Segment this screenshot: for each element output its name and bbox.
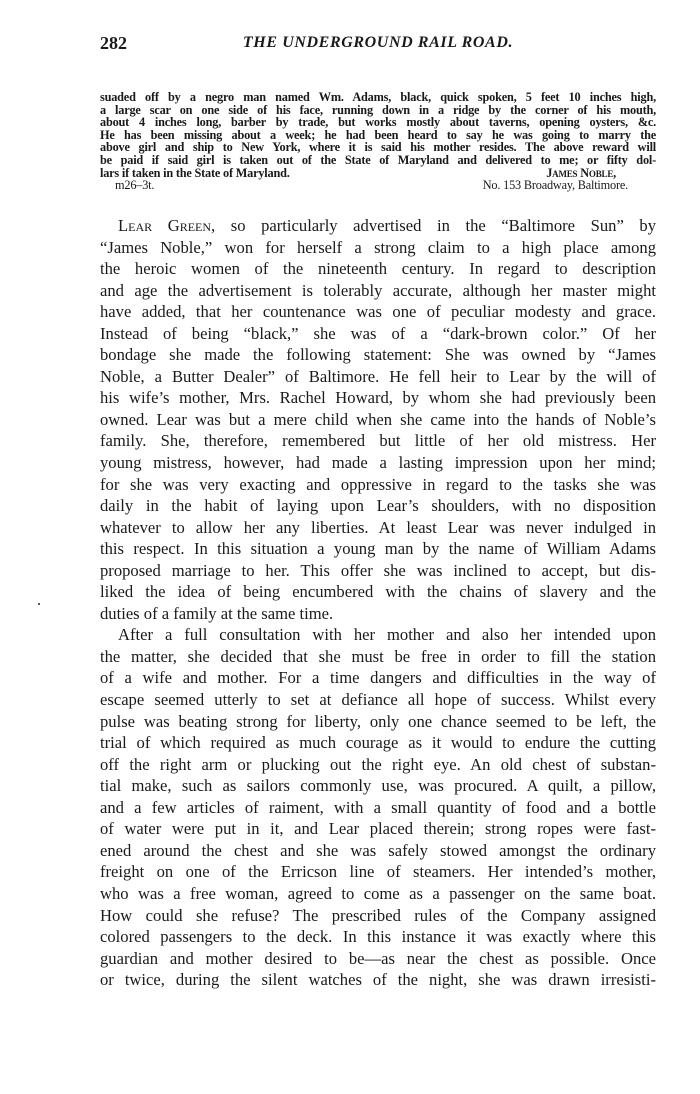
advertisement-footer-row (100, 179, 656, 192)
body-line-text: the heroic women of the nineteenth century. In regard to description (100, 259, 656, 279)
body-line (100, 452, 656, 474)
body-line (100, 775, 656, 797)
body-line (100, 754, 656, 776)
body-line (100, 905, 656, 927)
body-line (100, 237, 656, 259)
body-line (100, 883, 656, 905)
body-line-text: daily in the habit of laying upon Lear’s shoulders, with no disposition (100, 496, 656, 516)
body-line (100, 689, 656, 711)
body-line (100, 581, 656, 603)
body-line-text: escape seemed utterly to set at defiance all hope of success. Whilst every (100, 690, 656, 710)
lead-name: Lear Green, (118, 216, 216, 235)
body-line (100, 711, 656, 733)
body-line-text: of water were put in it, and Lear placed therein; strong ropes were fast- (100, 819, 656, 839)
body-line (100, 474, 656, 496)
body-line-text: Instead of being “black,” she was of a “dark-brown color.” Of her (100, 323, 656, 343)
body-line (100, 280, 656, 302)
body-line (100, 430, 656, 452)
running-title: THE UNDERGROUND RAIL ROAD. (242, 34, 514, 51)
body-line-text: guardian and mother desired to be—as near the chest as possible. Once (100, 948, 656, 968)
body-line-text: this respect. In this situation a young man by the name of William Adams (100, 539, 656, 559)
body-line-text: ened around the chest and she was safely stowed amongst the ordinary (100, 840, 656, 860)
body-line (100, 495, 656, 517)
body-line-text: the matter, she decided that she must be free in order to fill the station (100, 646, 656, 666)
body-line (100, 301, 656, 323)
body-line (100, 409, 656, 431)
body-line (100, 948, 656, 970)
advertisement-last-line: lars if taken in the State of Maryland. (100, 165, 290, 180)
advertisement-block (100, 91, 656, 192)
body-text (100, 215, 656, 991)
body-line-text: off the right arm or plucking out the right eye. An old chest of substan- (100, 754, 656, 774)
body-line (100, 861, 656, 883)
body-line-text: whatever to allow her any liberties. At least Lear was never indulged in (100, 517, 656, 537)
body-line (100, 926, 656, 948)
body-line-text: trial of which required as much courage as it would to endure the cutting (100, 733, 656, 753)
page-number: 282 (100, 33, 127, 53)
body-line-text: and age the advertisement is tolerably accurate, although her master might (100, 280, 656, 300)
body-line-text: tial make, such as sailors commonly use, was procured. A quilt, a pillow, (100, 776, 656, 796)
running-header (100, 33, 656, 57)
body-line (100, 818, 656, 840)
body-line-text: owned. Lear was but a mere child when she came into the hands of Noble’s (100, 409, 656, 429)
body-line (100, 344, 656, 366)
advertisement-code: m26–3t. (115, 178, 155, 193)
body-line-text: who was a free woman, agreed to come as a passenger on the same boat. (100, 883, 656, 903)
body-line (100, 624, 656, 646)
body-line (100, 387, 656, 409)
body-line-text: have added, that her countenance was one of peculiar modesty and grace. (100, 302, 656, 322)
body-line (100, 538, 656, 560)
body-line (100, 969, 656, 991)
body-line-text: duties of a family at the same time. (100, 603, 334, 623)
body-line-text: pulse was beating strong for liberty, only one chance seemed to be left, the (100, 711, 656, 731)
advertisement-line: about 4 inches long, barber by trade, but works mostly about taverns, opening oysters, &c. (100, 115, 656, 130)
advertisement-line: suaded off by a negro man named Wm. Adams, black, quick spoken, 5 feet 10 inches high, (100, 90, 656, 104)
advertisement-signature: James Noble, (546, 165, 616, 180)
advertisement-line: He has been missing about a week; he had been heard to say he was going to marry the (100, 127, 656, 142)
body-line (100, 517, 656, 539)
body-line-text: “James Noble,” won for herself a strong claim to a high place among (100, 237, 656, 257)
scan-speck (38, 603, 40, 605)
body-line (100, 797, 656, 819)
body-line (100, 258, 656, 280)
body-line-text: and a few articles of raiment, with a small quantity of food and a bottle (100, 797, 656, 817)
body-line (100, 560, 656, 582)
body-line (100, 840, 656, 862)
body-line (100, 603, 656, 625)
body-line-text: proposed marriage to her. This offer she was inclined to accept, but dis- (100, 560, 656, 580)
body-line (100, 323, 656, 345)
advertisement-line: a large scar on one side of his face, running down in a ridge by the corner of his mouth, (100, 102, 656, 117)
advertisement-line: above girl and ship to New York, where it is said his mother resides. The above reward will (100, 140, 656, 155)
body-line-text: freight on one of the Erricson line of steamers. Her intended’s mother, (100, 862, 656, 882)
body-line-text: or twice, during the silent watches of the night, she was drawn irresisti- (100, 970, 656, 990)
body-line-text: for she was very exacting and oppressive in regard to the tasks she was (100, 474, 656, 494)
body-line-text: family. She, therefore, remembered but little of her old mistress. Her (100, 431, 656, 451)
body-line (100, 667, 656, 689)
advertisement-line: be paid if said girl is taken out of the State of Maryland and delivered to me; or fifty dol- (100, 152, 656, 167)
body-line-text: How could she refuse? The prescribed rules of the Company assigned (100, 905, 656, 925)
body-line-text: bondage she made the following statement: She was owned by “James (100, 345, 656, 365)
body-line-text: After a full consultation with her mother and also her intended upon (118, 625, 656, 645)
body-line-text: liked the idea of being encumbered with the chains of slavery and the (100, 582, 656, 602)
body-line (100, 366, 656, 388)
body-line-text: his wife’s mother, Mrs. Rachel Howard, by whom she had previously been (100, 388, 656, 408)
body-line-text: young mistress, however, had made a lasting impression upon her mind; (100, 453, 656, 473)
body-line (100, 732, 656, 754)
body-line-text: of a wife and mother. For a time dangers and difficulties in the way of (100, 668, 656, 688)
advertisement-address: No. 153 Broadway, Baltimore. (482, 178, 628, 193)
body-line (100, 215, 656, 237)
body-line-text: so particularly advertised in the “Baltimore Sun” by (215, 216, 656, 235)
body-line-text: colored passengers to the deck. In this instance it was exactly where this (100, 927, 656, 947)
body-line-text: Noble, a Butter Dealer” of Baltimore. He fell heir to Lear by the will of (100, 366, 656, 386)
body-line (100, 646, 656, 668)
